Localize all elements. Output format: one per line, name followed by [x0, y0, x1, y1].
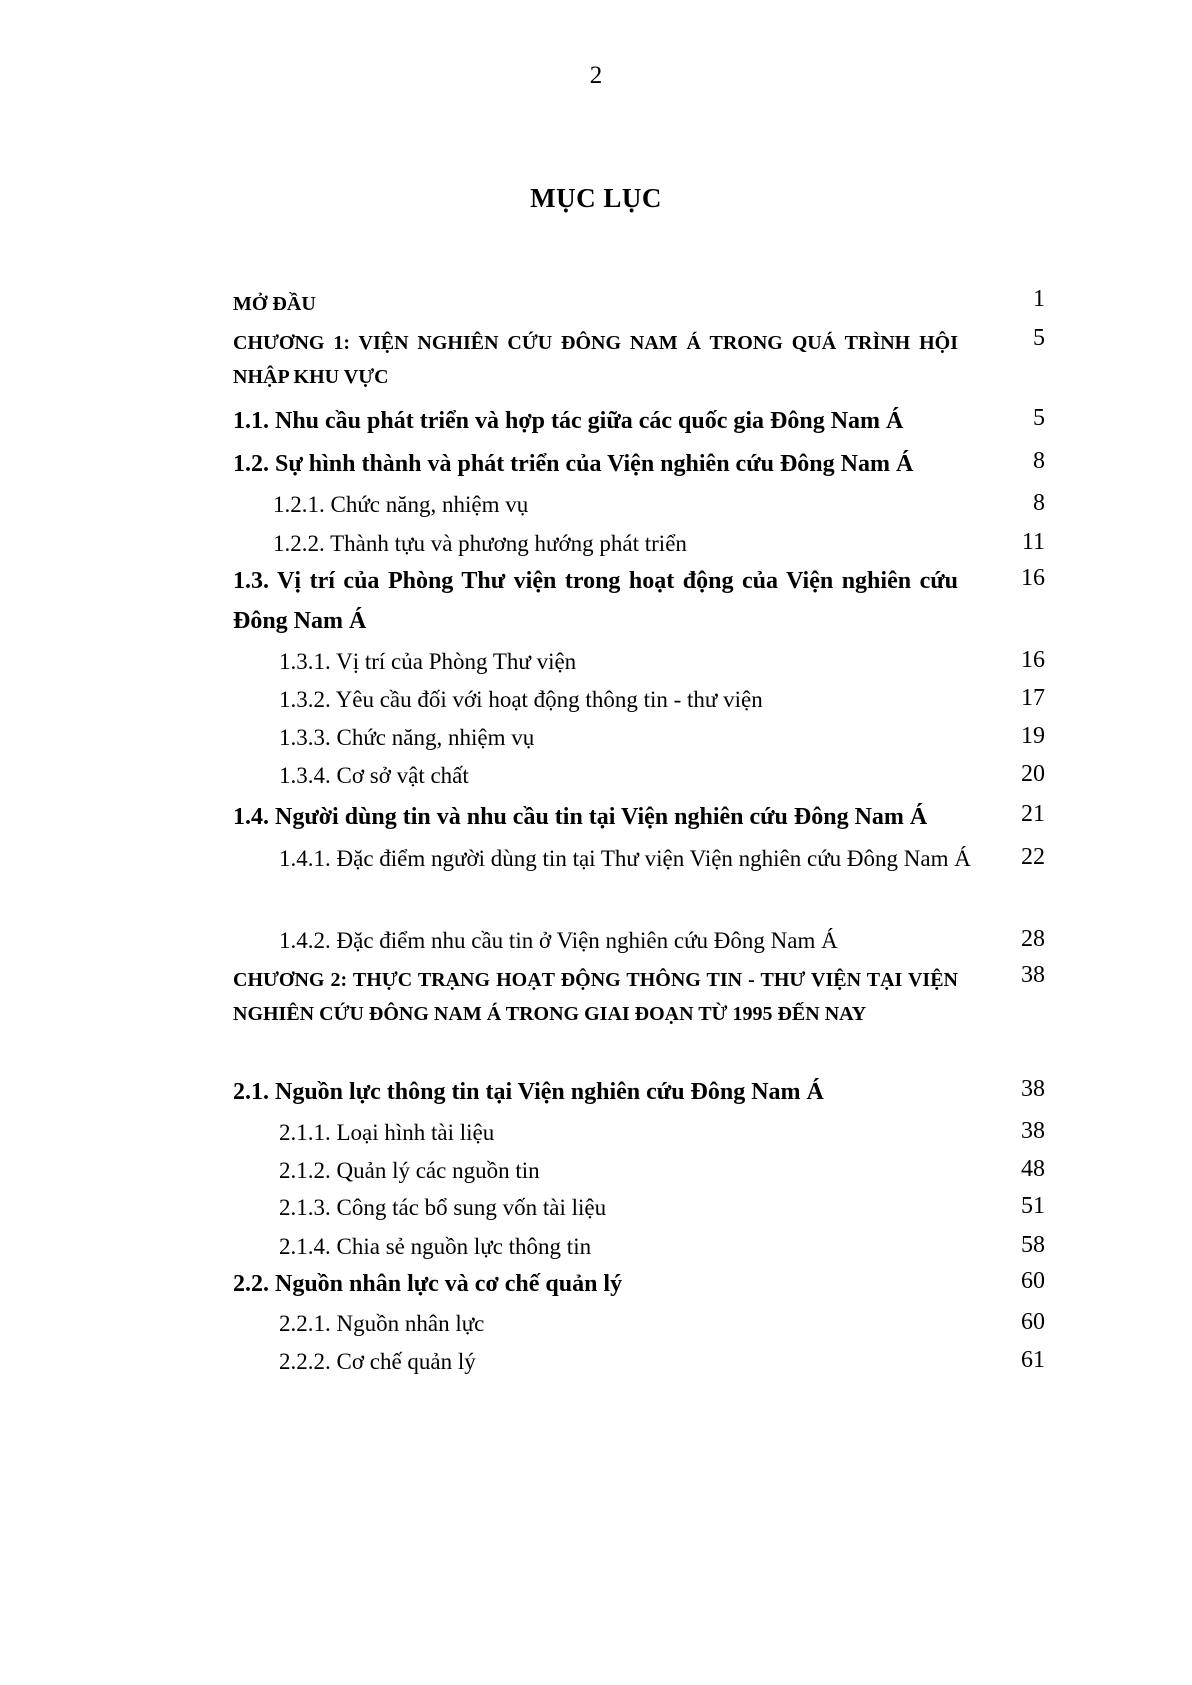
toc-entry-page: 28: [1021, 926, 1045, 952]
toc-entry-page: 58: [1021, 1232, 1045, 1258]
toc-entry-title: 1.3.1. Vị trí của Phòng Thư viện: [279, 649, 577, 674]
toc-entry-page: 19: [1021, 723, 1045, 749]
toc-entry-page: 38: [1021, 1118, 1045, 1144]
toc-entry-title: 2.1.2. Quản lý các nguồn tin: [279, 1158, 540, 1183]
toc-entry-title: 2.1.4. Chia sẻ nguồn lực thông tin: [279, 1234, 592, 1259]
toc-entry-title: 2.1. Nguồn lực thông tin tại Viện nghiên cứu Đông Nam Á: [233, 1079, 824, 1105]
toc-entry-title: 1.2.2. Thành tựu và phương hướng phát triển: [273, 531, 687, 556]
toc-entry-page: 11: [1021, 529, 1045, 555]
toc-entry-title: 1.4.1. Đặc điểm người dùng tin tại Thư viện Viện nghiên cứu Đông Nam Á: [279, 846, 971, 871]
toc-entry-title: 1.4. Người dùng tin và nhu cầu tin tại Viện nghiên cứu Đông Nam Á: [233, 804, 928, 830]
toc-entry-title: 1.2.1. Chức năng, nhiệm vụ: [273, 492, 529, 517]
toc-entry-title: CHƯƠNG 2: THỰC TRẠNG HOẠT ĐỘNG THÔNG TIN - THƯ VIỆN TẠI VIỆN NGHIÊN CỨU ĐÔNG NAM Á TRONG GIAI ĐOẠN TỪ 1995 ĐẾN NAY: [233, 969, 958, 1025]
toc-entry-page: 38: [1021, 1076, 1045, 1102]
toc-entry-page: 48: [1021, 1156, 1045, 1182]
toc-entry-title: 2.2. Nguồn nhân lực và cơ chế quản lý: [233, 1271, 623, 1297]
toc-entry-page: 60: [1021, 1268, 1045, 1294]
toc-entry-page: 51: [1021, 1193, 1045, 1219]
toc-entry-page: 16: [1021, 647, 1045, 673]
toc-entry-page: 61: [1021, 1347, 1045, 1373]
toc-entry-title: 2.2.1. Nguồn nhân lực: [279, 1311, 485, 1336]
toc-entry-title: 1.4.2. Đặc điểm nhu cầu tin ở Viện nghiên cứu Đông Nam Á: [279, 928, 838, 953]
toc-entry-title: 1.3.4. Cơ sở vật chất: [279, 763, 469, 788]
toc-entry-title: 1.1. Nhu cầu phát triển và hợp tác giữa các quốc gia Đông Nam Á: [233, 408, 904, 434]
toc-entry-page: 5: [1033, 325, 1045, 351]
toc-entry-title: CHƯƠNG 1: VIỆN NGHIÊN CỨU ĐÔNG NAM Á TRONG QUÁ TRÌNH HỘI NHẬP KHU VỰC: [233, 332, 958, 388]
toc-entry-title: 2.1.1. Loại hình tài liệu: [279, 1120, 495, 1145]
toc-entry-page: 22: [1021, 844, 1045, 870]
page-number: 2: [589, 62, 603, 89]
toc-entry-page: 21: [1021, 801, 1045, 827]
toc-entry-title: 1.3.2. Yêu cầu đối với hoạt động thông tin - thư viện: [279, 687, 763, 712]
toc-title: MỤC LỤC: [530, 183, 662, 213]
toc-entry-page: 60: [1021, 1309, 1045, 1335]
toc-entry-title: 1.3.3. Chức năng, nhiệm vụ: [279, 725, 535, 750]
toc-entry-page: 20: [1021, 761, 1045, 787]
toc-entry-page: 8: [1033, 490, 1045, 516]
toc-entry-title: 1.3. Vị trí của Phòng Thư viện trong hoạt động của Viện nghiên cứu Đông Nam Á: [233, 568, 958, 634]
toc-entry-title: 1.2. Sự hình thành và phát triển của Viện nghiên cứu Đông Nam Á: [233, 451, 914, 477]
toc-entry-page: 8: [1033, 448, 1045, 474]
toc-entry-title: MỞ ĐẦU: [233, 293, 316, 315]
toc-entry-page: 1: [1033, 286, 1045, 312]
toc-entry-page: 38: [1021, 962, 1045, 988]
toc-entry-page: 17: [1021, 685, 1045, 711]
toc-entry-page: 5: [1033, 405, 1045, 431]
toc-entry-title: 2.1.3. Công tác bổ sung vốn tài liệu: [279, 1195, 607, 1220]
toc-entry-title: 2.2.2. Cơ chế quản lý: [279, 1349, 476, 1374]
toc-entry-page: 16: [1021, 565, 1045, 591]
